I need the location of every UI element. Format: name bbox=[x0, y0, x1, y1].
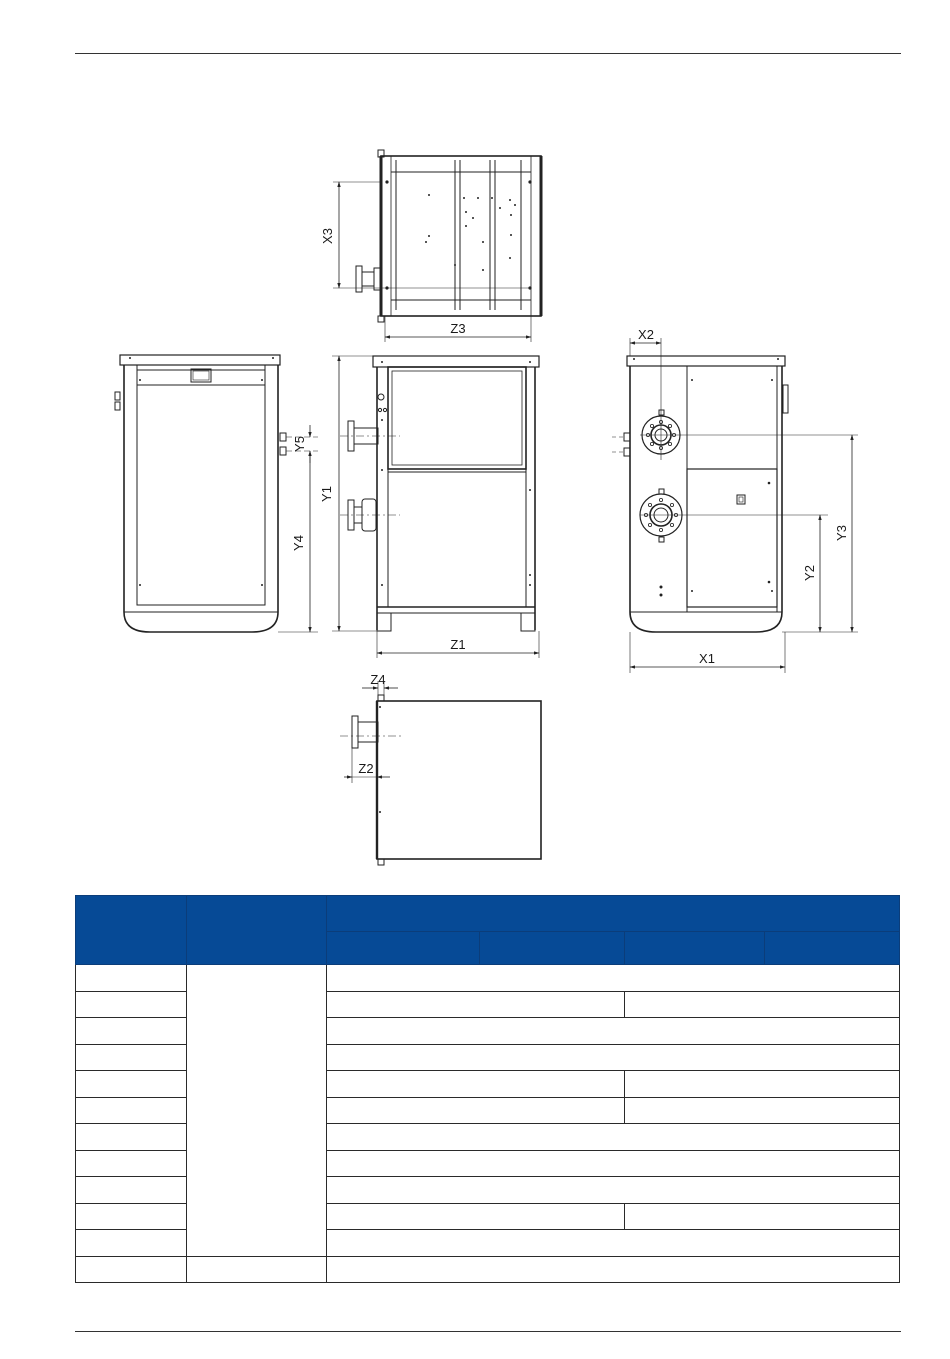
dim-label-x3: X3 bbox=[320, 228, 335, 244]
dim-label-y4: Y4 bbox=[291, 535, 306, 551]
header-subcell bbox=[480, 932, 625, 965]
table-cell bbox=[76, 1150, 187, 1177]
table-cell bbox=[327, 1256, 900, 1283]
table-cell bbox=[625, 991, 900, 1018]
header-subcell bbox=[765, 932, 900, 965]
table-cell bbox=[327, 1018, 900, 1045]
table-cell bbox=[76, 1230, 187, 1257]
table-cell bbox=[625, 1071, 900, 1098]
table-cell bbox=[76, 1177, 187, 1204]
left-side-view bbox=[115, 355, 318, 632]
header-cell bbox=[76, 896, 187, 965]
dim-label-y5: Y5 bbox=[292, 436, 307, 452]
dim-label-x1: X1 bbox=[699, 651, 715, 666]
dim-label-z4: Z4 bbox=[370, 672, 386, 687]
table-cell bbox=[76, 1097, 187, 1124]
table-cell bbox=[76, 1124, 187, 1151]
header-subcell bbox=[327, 932, 480, 965]
top-view bbox=[333, 150, 541, 342]
table-cell bbox=[76, 965, 187, 992]
table-cell bbox=[327, 1071, 625, 1098]
table-cell bbox=[327, 1044, 900, 1071]
table-cell bbox=[327, 1230, 900, 1257]
table-cell bbox=[327, 1203, 625, 1230]
table-cell bbox=[76, 1203, 187, 1230]
dim-label-z2: Z2 bbox=[358, 761, 374, 776]
table-cell bbox=[327, 1177, 900, 1204]
table-cell bbox=[76, 991, 187, 1018]
table-cell bbox=[327, 991, 625, 1018]
dim-label-y2: Y2 bbox=[802, 565, 817, 581]
table-cell bbox=[76, 1071, 187, 1098]
table-cell bbox=[187, 1256, 327, 1283]
table-row bbox=[76, 965, 900, 992]
table-cell bbox=[327, 1124, 900, 1151]
table-row bbox=[76, 1256, 900, 1283]
header-cell bbox=[187, 896, 327, 965]
dimensions-table bbox=[75, 895, 900, 1283]
header-cell-group bbox=[327, 896, 900, 932]
table-cell bbox=[187, 965, 327, 1257]
dim-label-y1: Y1 bbox=[319, 486, 334, 502]
dim-label-z3: Z3 bbox=[450, 321, 466, 336]
table-cell bbox=[76, 1018, 187, 1045]
table-cell bbox=[76, 1256, 187, 1283]
table-cell bbox=[327, 1150, 900, 1177]
rear-view bbox=[612, 338, 858, 673]
dim-label-y3: Y3 bbox=[834, 525, 849, 541]
table-cell bbox=[625, 1203, 900, 1230]
footer-rule bbox=[75, 1331, 901, 1332]
table-cell bbox=[327, 965, 900, 992]
front-view bbox=[332, 356, 539, 658]
dim-label-x2: X2 bbox=[638, 327, 654, 342]
dim-label-z1: Z1 bbox=[450, 637, 466, 652]
table-cell bbox=[625, 1097, 900, 1124]
table-cell bbox=[327, 1097, 625, 1124]
table-cell bbox=[76, 1044, 187, 1071]
header-subcell bbox=[625, 932, 765, 965]
